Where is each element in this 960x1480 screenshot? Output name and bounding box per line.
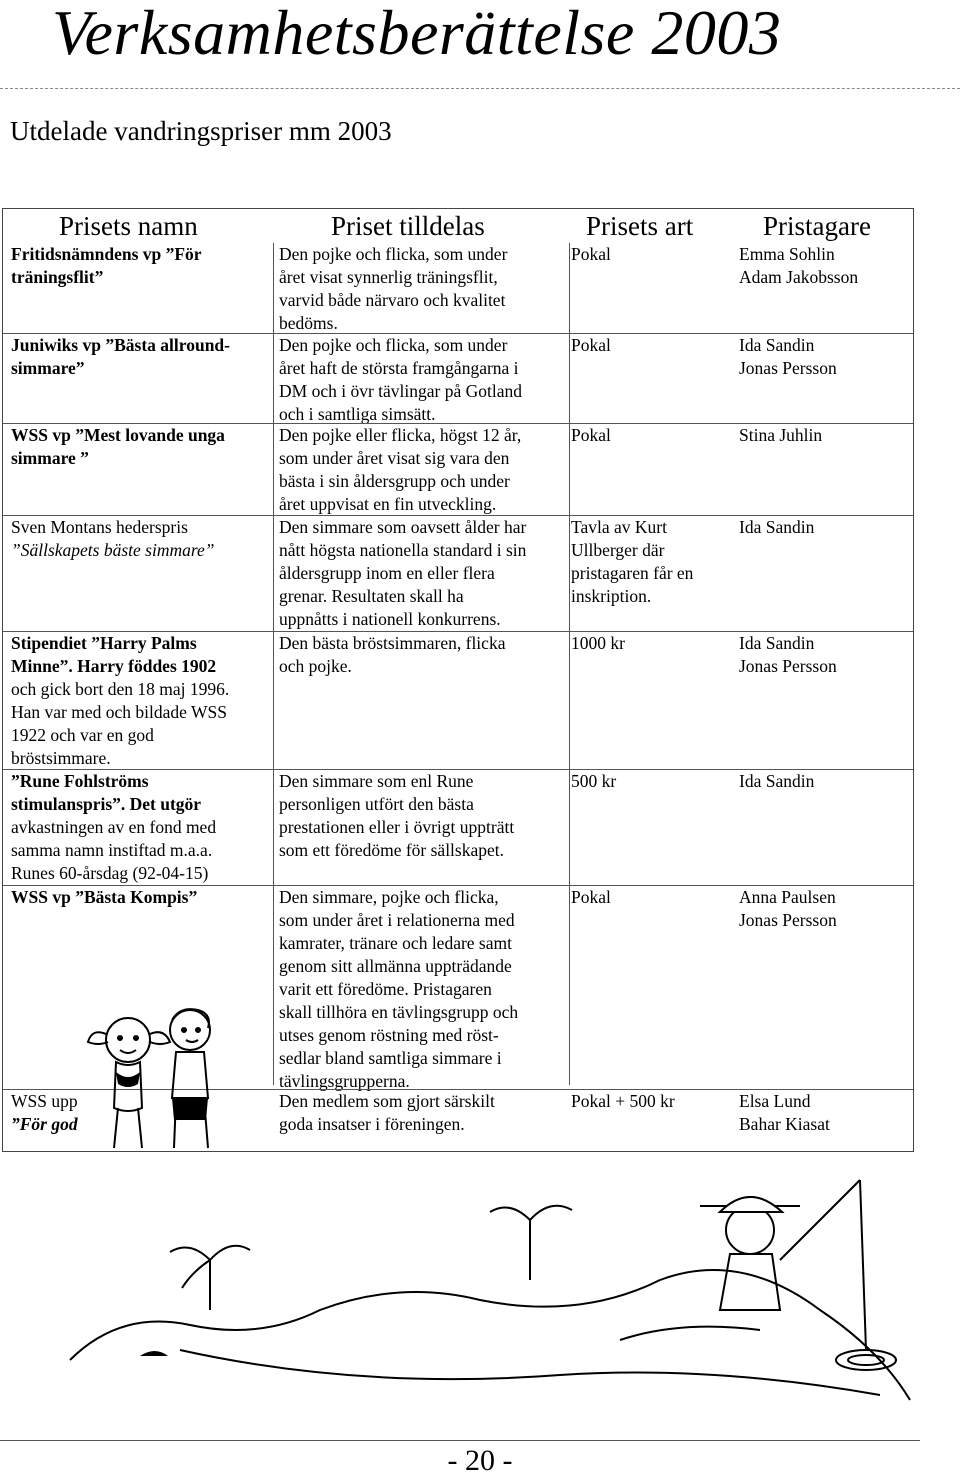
winners-cell — [739, 334, 913, 380]
cell-line: som under året i relationerna med — [279, 910, 515, 930]
page-number: - 20 - — [447, 1444, 513, 1477]
header-winners: Pristagare — [763, 211, 871, 241]
cell-line: nått högsta nationella standard i sin — [279, 540, 527, 560]
winners-cell — [739, 243, 913, 289]
cell-line: stimulanspris”. Det utgör — [11, 794, 202, 814]
column-separator — [273, 243, 274, 1085]
cell-line: avkastningen av en fond med — [11, 817, 217, 837]
cell-line: sedlar bland samtliga simmare i — [279, 1048, 502, 1068]
cell-line: 1000 kr — [571, 633, 625, 653]
cell-line: Den medlem som gjort särskilt — [279, 1091, 495, 1111]
cell-line: Anna Paulsen — [739, 887, 836, 907]
cell-line: grenar. Resultaten skall ha — [279, 586, 464, 606]
cell-line: året uppvisat en fin utveckling. — [279, 494, 497, 514]
cell-line: WSS vp ”Bästa Kompis” — [11, 887, 198, 907]
table-row — [3, 423, 913, 516]
prize-name-cell — [11, 770, 266, 885]
cell-line: Den bästa bröstsimmaren, flicka — [279, 633, 506, 653]
cell-line: Pokal — [571, 244, 611, 264]
cell-line: Sven Montans hederspris — [11, 517, 188, 537]
table-row — [3, 515, 913, 632]
cell-line: Pokal + 500 kr — [571, 1091, 675, 1111]
title-divider — [0, 88, 960, 89]
criteria-cell — [279, 886, 569, 1093]
criteria-cell — [279, 243, 569, 335]
criteria-cell — [279, 516, 569, 631]
cell-line: Tavla av Kurt — [571, 517, 667, 537]
prize-name-cell — [11, 516, 266, 562]
table-row — [3, 243, 913, 333]
prize-type-cell — [571, 243, 721, 266]
cell-line: Den pojke och flicka, som under — [279, 335, 508, 355]
criteria-cell — [279, 424, 569, 516]
cell-line: ”Sällskapets bäste simmare” — [11, 540, 215, 560]
cell-line: bästa i sin åldersgrupp och under — [279, 471, 510, 491]
cell-line: Adam Jakobsson — [739, 267, 859, 287]
cell-line: Ida Sandin — [739, 517, 815, 537]
cell-line: Ida Sandin — [739, 771, 815, 791]
cell-line: och i samtliga simsätt. — [279, 404, 436, 424]
cell-line: Han var med och bildade WSS — [11, 702, 227, 722]
header-prize-type: Prisets art — [586, 211, 694, 241]
criteria-cell — [279, 632, 569, 678]
table-row — [3, 631, 913, 770]
cell-line: WSS vp ”Mest lovande unga — [11, 425, 225, 445]
cell-line: Emma Sohlin — [739, 244, 835, 264]
winners-cell — [739, 516, 913, 539]
prize-type-cell — [571, 424, 721, 447]
header-prize-name: Prisets namn — [59, 211, 198, 241]
crocodile-fishing-cartoon — [60, 1160, 920, 1420]
cell-line: och pojke. — [279, 656, 352, 676]
cell-line: kamrater, tränare och ledare samt — [279, 933, 512, 953]
cell-line: Runes 60-årsdag (92-04-15) — [11, 863, 209, 883]
cell-line: ”Rune Fohlströms — [11, 771, 149, 791]
cell-line: Pokal — [571, 887, 611, 907]
cell-line: Den pojke och flicka, som under — [279, 244, 508, 264]
winners-cell — [739, 886, 913, 932]
cell-line: Stipendiet ”Harry Palms — [11, 633, 197, 653]
cell-line: Jonas Persson — [739, 910, 837, 930]
cell-line: ”För god — [11, 1114, 78, 1134]
cell-line: Ida Sandin — [739, 335, 815, 355]
cell-line: samma namn instiftad m.a.a. — [11, 840, 213, 860]
cell-line: goda insatser i föreningen. — [279, 1114, 465, 1134]
cell-line: genom sitt allmänna uppträdande — [279, 956, 512, 976]
cell-line: Pokal — [571, 425, 611, 445]
prize-type-cell — [571, 516, 721, 608]
cell-line: Pokal — [571, 335, 611, 355]
cell-line: bröstsimmare. — [11, 748, 111, 768]
prize-name-cell — [11, 334, 266, 380]
cell-line: prestationen eller i övrigt uppträtt — [279, 817, 515, 837]
cell-line: Ida Sandin — [739, 633, 815, 653]
prize-type-cell — [571, 886, 721, 909]
cell-line: Bahar Kiasat — [739, 1114, 830, 1134]
cell-line: simmare” — [11, 358, 85, 378]
cell-line: träningsflit” — [11, 267, 104, 287]
cell-line: inskription. — [571, 586, 652, 606]
cell-line: Den simmare som oavsett ålder har — [279, 517, 527, 537]
cell-line: Juniwiks vp ”Bästa allround- — [11, 335, 230, 355]
table-row — [3, 769, 913, 886]
cell-line: Jonas Persson — [739, 656, 837, 676]
cell-line: Den simmare som enl Rune — [279, 771, 474, 791]
cell-line: Elsa Lund — [739, 1091, 811, 1111]
cell-line: skall tillhöra en tävlingsgrupp och — [279, 1002, 519, 1022]
cell-line: personligen utfört den bästa — [279, 794, 474, 814]
cell-line: DM och i övr tävlingar på Gotland — [279, 381, 523, 401]
criteria-cell — [279, 334, 569, 426]
cell-line: och gick bort den 18 maj 1996. — [11, 679, 230, 699]
prize-type-cell — [571, 1090, 721, 1113]
cell-line: WSS upp — [11, 1091, 78, 1111]
winners-cell — [739, 632, 913, 678]
column-separator — [569, 243, 570, 1085]
cell-line: pristagaren får en — [571, 563, 694, 583]
table-row — [3, 333, 913, 424]
prize-type-cell — [571, 632, 721, 655]
cell-line: som ett föredöme för sällskapet. — [279, 840, 505, 860]
cell-line: Fritidsnämndens vp ”För — [11, 244, 202, 264]
winners-cell — [739, 424, 913, 447]
section-subtitle: Utdelade vandringspriser mm 2003 — [10, 116, 392, 146]
cell-line: varit ett föredöme. Pristagaren — [279, 979, 492, 999]
cell-line: året haft de största framgångarna i — [279, 358, 519, 378]
prize-name-cell — [11, 632, 266, 770]
prize-name-cell — [11, 424, 266, 470]
prize-name-cell — [11, 886, 266, 909]
cell-line: bedöms. — [279, 313, 338, 333]
prize-type-cell — [571, 334, 721, 357]
cell-line: varvid både närvaro och kvalitet — [279, 290, 506, 310]
cell-line: utses genom röstning med röst- — [279, 1025, 499, 1045]
winners-cell — [739, 1090, 913, 1136]
cell-line: året visat synnerlig träningsflit, — [279, 267, 498, 287]
cell-line: som under året visat sig vara den — [279, 448, 510, 468]
header-awarded-to: Priset tilldelas — [331, 211, 485, 241]
cell-line: 1922 och var en god — [11, 725, 154, 745]
cell-line: tävlingsgrupperna. — [279, 1071, 410, 1091]
cell-line: 500 kr — [571, 771, 617, 791]
footer-divider — [0, 1440, 920, 1441]
cell-line: Ullberger där — [571, 540, 665, 560]
cell-line: åldersgrupp inom en eller flera — [279, 563, 495, 583]
prize-name-cell — [11, 243, 266, 289]
swimmer-kids-illustration — [80, 998, 230, 1158]
criteria-cell — [279, 770, 569, 862]
cell-line: uppnåtts i nationell konkurrens. — [279, 609, 501, 629]
criteria-cell — [279, 1090, 569, 1136]
prize-type-cell — [571, 770, 721, 793]
cell-line: Minne”. Harry föddes 1902 — [11, 656, 217, 676]
cell-line: Den simmare, pojke och flicka, — [279, 887, 499, 907]
document-title: Verksamhetsberättelse 2003 — [52, 0, 782, 68]
cell-line: simmare ” — [11, 448, 89, 468]
cell-line: Den pojke eller flicka, högst 12 år, — [279, 425, 522, 445]
winners-cell — [739, 770, 913, 793]
cell-line: Stina Juhlin — [739, 425, 823, 445]
cell-line: Jonas Persson — [739, 358, 837, 378]
